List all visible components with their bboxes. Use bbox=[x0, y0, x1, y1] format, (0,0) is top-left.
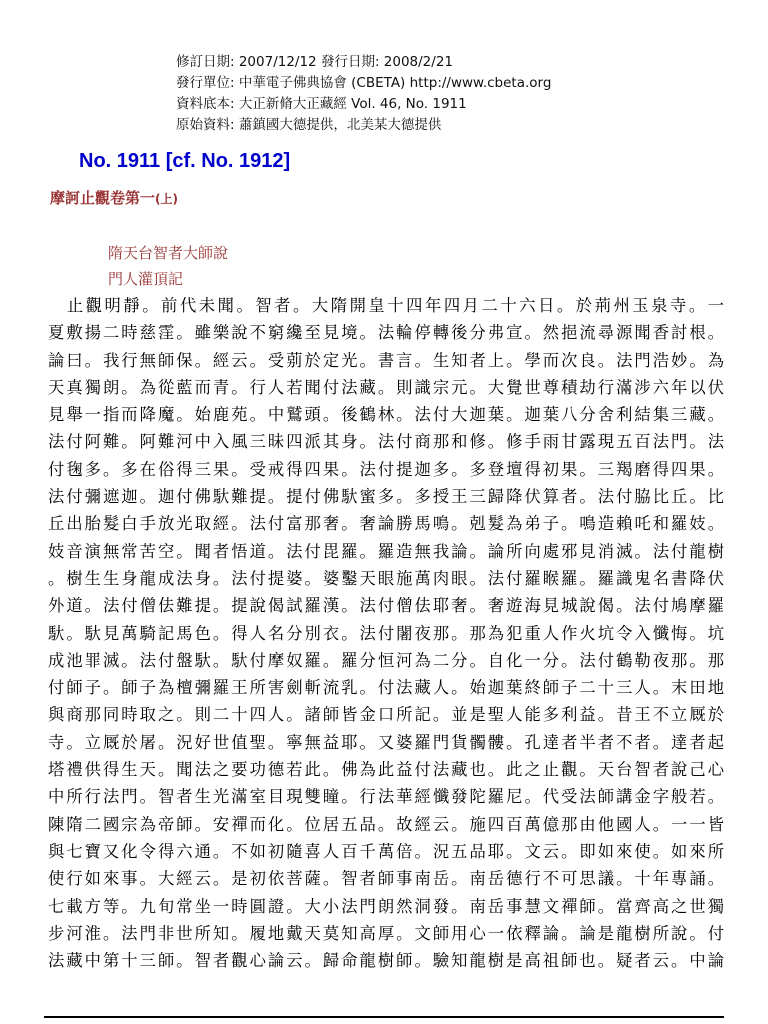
text-line: 寺。立厩於屠。況好世值聖。寧無益耶。又婆羅門貨髑髏。孔達者半者不者。達者起 bbox=[48, 732, 724, 752]
metadata-publisher: 發行單位: 中華電子佛典協會 (CBETA) http://www.cbeta.org bbox=[176, 75, 552, 91]
metadata-revision-dates: 修訂日期: 2007/12/12 發行日期: 2008/2/21 bbox=[176, 54, 454, 70]
text-line: 法付阿難。阿難河中入風三昧四派其身。法付商那和修。修手雨甘露現五百法門。法 bbox=[48, 432, 724, 452]
text-line: 成池罪滅。法付盤馱。馱付摩奴羅。羅分恒河為二分。自化一分。法付鶴勒夜那。那 bbox=[48, 650, 724, 670]
text-line: 七載方等。九旬常坐一時圓證。大小法門朗然洞發。南岳事慧文禪師。當齊高之世獨 bbox=[48, 896, 724, 916]
document-title: No. 1911 [cf. No. 1912] bbox=[79, 150, 291, 172]
text-line: 妓音演無常苦空。聞者悟道。法付毘羅。羅造無我論。論所向處邪見消滅。法付龍樹 bbox=[48, 541, 724, 561]
text-line: 法付彌遮迦。迦付佛馱難提。提付佛馱蜜多。多授王三歸降伏算者。法付脇比丘。比 bbox=[48, 487, 724, 507]
metadata-original-data: 原始資料: 蕭鎮國大德提供，北美某大德提供 bbox=[176, 117, 442, 133]
fascicle-title: 摩訶止觀卷第一 bbox=[50, 189, 156, 207]
text-line: 法藏中第十三師。智者觀心論云。歸命龍樹師。驗知龍樹是高祖師也。疑者云。中論 bbox=[48, 951, 724, 971]
text-line: 天真獨朗。為從藍而青。行人若聞付法藏。則識宗元。大覺世尊積劫行滿涉六年以伏 bbox=[48, 377, 724, 397]
author-byline: 隋天台智者大師說 bbox=[108, 244, 229, 262]
document-metadata bbox=[176, 52, 551, 136]
text-line: 馱。馱見萬騎記馬色。得人名分別衣。法付闍夜那。那為犯重人作火坑令入懺悔。坑 bbox=[48, 623, 724, 643]
text-line: 。樹生生身龍成法身。法付提婆。婆鑿天眼施萬肉眼。法付羅睺羅。羅識鬼名書降伏 bbox=[48, 568, 724, 588]
text-line: 外道。法付僧佉難提。提說偈試羅漢。法付僧佉耶奢。奢遊海見城說偈。法付鳩摩羅 bbox=[48, 596, 724, 616]
text-line: 見舉一指而降魔。始鹿苑。中鷲頭。後鶴林。法付大迦葉。迦葉八分舍利結集三藏。 bbox=[48, 405, 724, 425]
recorder-byline: 門人灌頂記 bbox=[108, 270, 184, 288]
text-line: 使行如來事。大經云。是初依菩薩。智者師事南岳。南岳德行不可思議。十年專誦。 bbox=[48, 869, 724, 889]
text-line: 與商那同時取之。則二十四人。諸師皆金口所記。並是聖人能多利益。昔王不立厩於 bbox=[48, 705, 724, 725]
text-line: 夏敷揚二時慈霔。雖樂說不窮纔至見境。法輪停轉後分弗宣。然挹流尋源聞香討根。 bbox=[48, 323, 724, 343]
text-line: 與七寶又化令得六通。不如初隨喜人百千萬倍。況五品耶。文云。即如來使。如來所 bbox=[48, 841, 724, 861]
fascicle-part: (上) bbox=[155, 192, 178, 206]
text-line: 丘出胎髮白手放光取經。法付富那奢。奢論勝馬鳴。剋髮為弟子。鳴造賴吒和羅妓。 bbox=[48, 514, 724, 534]
page-footer-rule bbox=[44, 1016, 724, 1018]
text-line: 論曰。我行無師保。經云。受莂於定光。書言。生知者上。學而次良。法門浩妙。為 bbox=[48, 350, 724, 370]
text-line: 止觀明靜。前代未聞。智者。大隋開皇十四年四月二十六日。於荊州玉泉寺。一 bbox=[48, 296, 724, 315]
text-line: 步河淮。法門非世所知。履地戴天莫知高厚。文師用心一依釋論。論是龍樹所說。付 bbox=[48, 923, 724, 943]
text-line: 塔禮供得生天。聞法之要功德若此。佛為此益付法藏也。此之止觀。天台智者說己心 bbox=[48, 760, 724, 780]
text-line: 付毱多。多在俗得三果。受戒得四果。法付提迦多。多登壇得初果。三羯磨得四果。 bbox=[48, 459, 724, 479]
text-line: 中所行法門。智者生光滿室目現雙瞳。行法華經懺發陀羅尼。代受法師講金字般若。 bbox=[48, 787, 724, 807]
text-line: 陳隋二國宗為帝師。安禪而化。位居五品。故經云。施四百萬億那由他國人。一一皆 bbox=[48, 814, 724, 834]
text-line: 付師子。師子為檀彌羅王所害劍斬流乳。付法藏人。始迦葉終師子二十三人。末田地 bbox=[48, 678, 724, 698]
metadata-source: 資料底本: 大正新脩大正藏經 Vol. 46, No. 1911 bbox=[176, 96, 467, 112]
body-text bbox=[48, 292, 724, 974]
fascicle-heading bbox=[50, 187, 178, 208]
